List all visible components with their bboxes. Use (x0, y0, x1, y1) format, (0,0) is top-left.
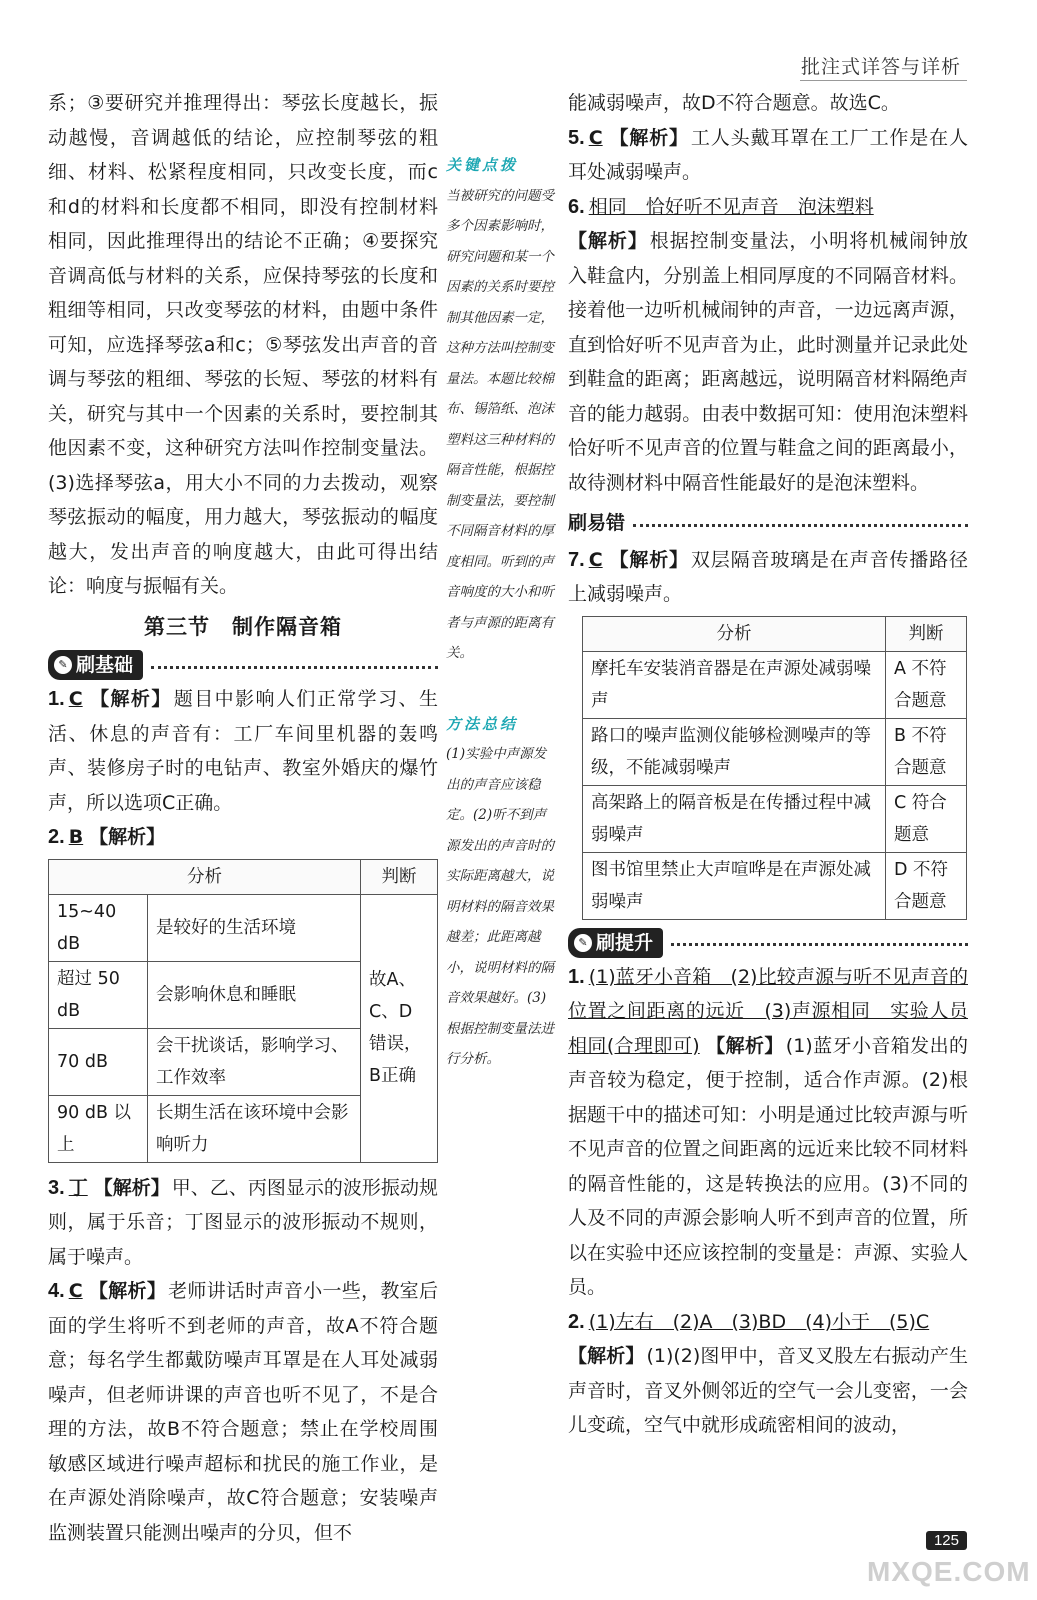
table-row: 90 dB 以上 长期生活在该环境中会影响听力 (49, 1095, 438, 1162)
question-4: 4. C 【解析】 老师讲话时声音小一些，教室后面的学生将听不到老师的声音，故A不符合题意；每名学生都戴防噪声耳罩是在人耳处减弱噪声，但老师讲课的声音也听不见了，不是合理的方法，故B不符合题意；禁止在学校周围敏感区域进行噪声超标和扰民的施工作业，是在声源处消除噪声，故C符合题意；安装噪声监测装置只能测出噪声的分贝，但不 (48, 1280, 438, 1544)
table-header: 判断 (361, 859, 438, 894)
question-2: 2. B 【解析】 (48, 826, 166, 848)
question-7: 7. C 【解析】 双层隔音玻璃是在声音传播路径上减弱噪声。 (568, 548, 968, 605)
analysis-table-q2 (48, 859, 438, 1163)
band-label: 刷易错 (568, 512, 626, 534)
section-band-advanced (568, 928, 968, 958)
note-heading-method: 方法总结 (446, 714, 519, 733)
advanced-question-2-analysis: 【解析】 (1)(2)图甲中，音叉叉股左右振动产生声音时，音叉外侧邻近的空气一会儿变密，一会儿变疏，空气中就形成疏密相间的波动， (568, 1345, 968, 1436)
judgment-cell: 故A、C、D错误，B正确 (361, 894, 438, 1162)
table-row: 图书馆里禁止大声喧哗是在声源处减弱噪声 D 不符合题意 (583, 852, 967, 919)
analysis-table-q7 (582, 616, 967, 920)
continued-answer: 能减弱噪声，故D不符合题意。故选C。 (568, 92, 900, 114)
question-6: 6. 相同 恰好听不见声音 泡沫塑料 (568, 195, 874, 218)
dotted-rule (633, 524, 968, 527)
continued-analysis: 系；③要研究并推理得出：琴弦长度越长，振动越慢，音调越低的结论，应控制琴弦的粗细、材料、松紧程度相同，只改变长度，而c和d的材料和长度都不相同，即没有控制材料相同，因此推理得出的结论不正确；④要探究音调高低与材料的关系，应保持琴弦的长度和粗细等相同，只改变琴弦的材料，由题中条件可知，应选择琴弦a和c；⑤琴弦发出声音的音调与琴弦的粗细、琴弦的长短、琴弦的材料有关，研究与其中一个因素的关系时，要控制其他因素不变，这种研究方法叫作控制变量法。(3)选择琴弦a，用大小不同的力去拨动，观察琴弦振动的幅度，用力越大，琴弦振动的幅度越大，发出声音的响度越大，由此可得出结论：响度与振幅有关。 (48, 92, 438, 597)
table-row: 超过 50 dB 会影响休息和睡眠 (49, 961, 438, 1028)
watermark-logo: MXQE.COM (867, 1556, 1031, 1587)
question-1: 1. C 【解析】 题目中影响人们正常学习、生活、休息的声音有：工厂车间里机器的轰鸣声、装修房子时的电钻声、教室外婚庆的爆竹声，所以选项C正确。 (48, 688, 438, 814)
margin-notes (446, 150, 556, 1075)
page-number: 125 (926, 1531, 967, 1550)
question-5: 5. C 【解析】 工人头戴耳罩在工厂工作是在人耳处减弱噪声。 (568, 126, 968, 183)
table-header: 分析 (49, 859, 361, 894)
section-band-basic (48, 650, 438, 680)
table-row: 高架路上的隔音板是在传播过程中减弱噪声 C 符合题意 (583, 785, 967, 852)
dotted-rule (151, 666, 438, 669)
note-method: (1)实验中声源发出的声音应该稳定。(2)听不到声源发出的声音时的实际距离越大，说明材料的隔音效果越差；此距离越小，说明材料的隔音效果越好。(3)根据控制变量法进行分析。 (446, 746, 554, 1067)
question-3: 3. 丁 【解析】 甲、乙、丙图显示的波形振动规则，属于乐音；丁图显示的波形振动不规则，属于噪声。 (48, 1176, 438, 1268)
note-key-points: 当被研究的问题受多个因素影响时，研究问题和某一个因素的关系时要控制其他因素一定，这种方法叫控制变量法。本题比较棉布、锡箔纸、泡沫塑料这三种材料的隔音性能，根据控制变量法，要控制不同隔音材料的厚度相同。听到的声音响度的大小和听者与声源的距离有关。 (446, 187, 554, 661)
brush-icon: ✎ (574, 934, 592, 952)
section-band-error-prone (568, 506, 968, 541)
table-row: 15~40 dB 是较好的生活环境 故A、C、D错误，B正确 (49, 894, 438, 961)
page-header: 批注式详答与详析 (800, 56, 961, 78)
advanced-question-1: 1. (1)蓝牙小音箱 (2)比较声源与听不见声音的位置之间距离的远近 (3)声源相同 实验人员相同(合理即可) 【解析】 (1)蓝牙小音箱发出的声音较为稳定，便于控制，适合作声源。(2)根据题干中的描述可知：小明是通过比较声源与听不见声音的位置之间距离的远近来比较不同材料的隔音性能的，这是转换法的应用。(3)不同的人及不同的声源会影响人听不到声音的位置，所以在实验中还应该控制的变量是：声源、实验人员。 (568, 965, 968, 1298)
advanced-question-2: 2. (1)左右 (2)A (3)BD (4)小于 (5)C (568, 1310, 930, 1333)
table-row: 70 dB 会干扰谈话，影响学习、工作效率 (49, 1028, 438, 1095)
dotted-rule (671, 943, 968, 946)
band-label: 刷基础 (76, 654, 134, 676)
question-6-analysis: 【解析】 根据控制变量法，小明将机械闹钟放入鞋盒内，分别盖上相同厚度的不同隔音材料。接着他一边听机械闹钟的声音，一边远离声源，直到恰好听不见声音为止，此时测量并记录此处到鞋盒的距离；距离越远，说明隔音材料隔绝声音的能力越弱。由表中数据可知：使用泡沫塑料恰好听不见声音的位置与鞋盒之间的距离最小，故待测材料中隔音性能最好的是泡沫塑料。 (568, 230, 968, 494)
brush-icon: ✎ (54, 656, 72, 674)
table-header: 判断 (886, 616, 967, 651)
band-label: 刷提升 (596, 931, 654, 954)
note-heading-key-points: 关键点拨 (446, 156, 519, 174)
left-column (48, 86, 438, 1550)
table-row: 摩托车安装消音器是在声源处减弱噪声 A 不符合题意 (583, 651, 967, 718)
table-row: 路口的噪声监测仪能够检测噪声的等级，不能减弱噪声 B 不符合题意 (583, 718, 967, 785)
header-rule (800, 80, 967, 81)
right-column (568, 86, 968, 1443)
table-header: 分析 (583, 616, 886, 651)
section-title: 第三节 制作隔音箱 (144, 614, 342, 639)
